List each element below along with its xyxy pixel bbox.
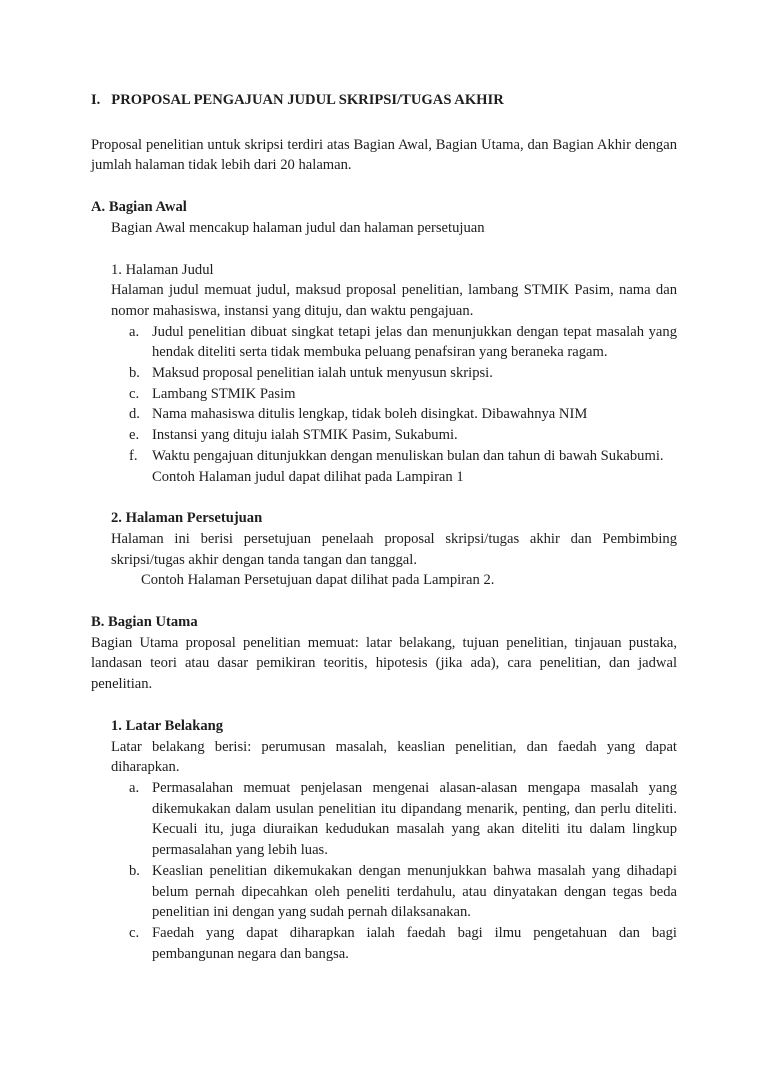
- list-item-text: Lambang STMIK Pasim: [152, 385, 296, 402]
- intro-paragraph: Proposal penelitian untuk skripsi terdiri atas Bagian Awal, Bagian Utama, dan Bagian Akhir dengan jumlah halaman tidak lebih dari 20 halaman.: [91, 136, 677, 174]
- list-item-marker: a.: [129, 323, 140, 340]
- list-item-text: Permasalahan memuat penjelasan mengenai alasan-alasan mengapa masalah yang dikemukakan dalam usulan penelitian itu dipandang menarik, penting, dan perlu diteliti. Kecuali itu, juga diuraikan kedudukan masalah yang akan diteliti itu dalam lingkup permasalahan yang lebih luas.: [152, 779, 677, 859]
- list-item-marker: d.: [129, 406, 140, 423]
- document-content: [91, 90, 677, 964]
- section-a-sub1-heading: 1. Halaman Judul: [111, 261, 214, 278]
- section-a-sub2-heading: 2. Halaman Persetujuan: [111, 510, 263, 527]
- list-item: [91, 861, 677, 923]
- section-b-lead: Bagian Utama proposal penelitian memuat: latar belakang, tujuan penelitian, tinjauan pustaka, landasan teori atau dasar pemikiran teoritis, hipotesis (jika ada), cara penelitian, dan jadwal penelitian.: [91, 634, 677, 693]
- list-item: [91, 778, 677, 861]
- section-b-sub1-heading: 1. Latar Belakang: [111, 717, 224, 734]
- list-item-text: Faedah yang dapat diharapkan ialah faedah bagi ilmu pengetahuan dan bagi pembangunan negara dan bangsa.: [152, 924, 677, 962]
- list-item-marker: c.: [129, 924, 140, 941]
- list-item: [91, 404, 677, 425]
- list-item: [91, 425, 677, 446]
- list-item-text: Maksud proposal penelitian ialah untuk menyusun skripsi.: [152, 365, 493, 382]
- list-item-text: Nama mahasiswa ditulis lengkap, tidak boleh disingkat. Dibawahnya NIM: [152, 406, 588, 423]
- document-title: I. PROPOSAL PENGAJUAN JUDUL SKRIPSI/TUGAS AKHIR: [91, 92, 504, 108]
- section-a-sub1-body: Halaman judul memuat judul, maksud proposal penelitian, lambang STMIK Pasim, nama dan nomor mahasiswa, instansi yang dituju, dan waktu pengajuan.: [111, 282, 677, 319]
- list-item-marker: b.: [129, 365, 140, 382]
- list-item: [91, 446, 677, 467]
- list-item: [91, 322, 677, 363]
- list-item-text: Waktu pengajuan ditunjukkan dengan menuliskan bulan dan tahun di bawah Sukabumi.: [152, 447, 664, 464]
- list-item-text: Judul penelitian dibuat singkat tetapi jelas dan menunjukkan dengan tepat masalah yang hendak diteliti serta tidak membuka peluang penafsiran yang beraneka ragam.: [152, 323, 677, 361]
- list-item: [91, 363, 677, 384]
- section-a-lead: Bagian Awal mencakup halaman judul dan halaman persetujuan: [111, 219, 485, 236]
- list-item-text: Keaslian penelitian dikemukakan dengan menunjukkan bahwa masalah yang dihadapi belum pernah dipecahkan oleh peneliti terdahulu, atau dinyatakan dengan tegas beda penelitian ini dengan yang sudah pernah dilaksanakan.: [152, 862, 677, 921]
- section-b-sub1-body: Latar belakang berisi: perumusan masalah, keaslian penelitian, dan faedah yang dapat diharapkan.: [111, 738, 677, 776]
- list-item: [91, 923, 677, 964]
- section-a-sub2-note: Contoh Halaman Persetujuan dapat dilihat pada Lampiran 2.: [141, 572, 495, 589]
- list-item: [91, 384, 677, 405]
- section-a-heading: A. Bagian Awal: [91, 199, 187, 216]
- list-item-marker: f.: [129, 447, 138, 464]
- list-item-marker: e.: [129, 427, 140, 444]
- section-a-sub2-body: Halaman ini berisi persetujuan penelaah proposal skripsi/tugas akhir dan Pembimbing skripsi/tugas akhir dengan tanda tangan dan tanggal.: [111, 530, 677, 568]
- list-item-marker: b.: [129, 862, 140, 879]
- list-item-text: Instansi yang dituju ialah STMIK Pasim, Sukabumi.: [152, 427, 458, 444]
- list-item-marker: c.: [129, 385, 140, 402]
- section-b-heading: B. Bagian Utama: [91, 614, 198, 631]
- section-a-sub1-note: Contoh Halaman judul dapat dilihat pada Lampiran 1: [152, 468, 464, 485]
- list-item-marker: a.: [129, 779, 140, 796]
